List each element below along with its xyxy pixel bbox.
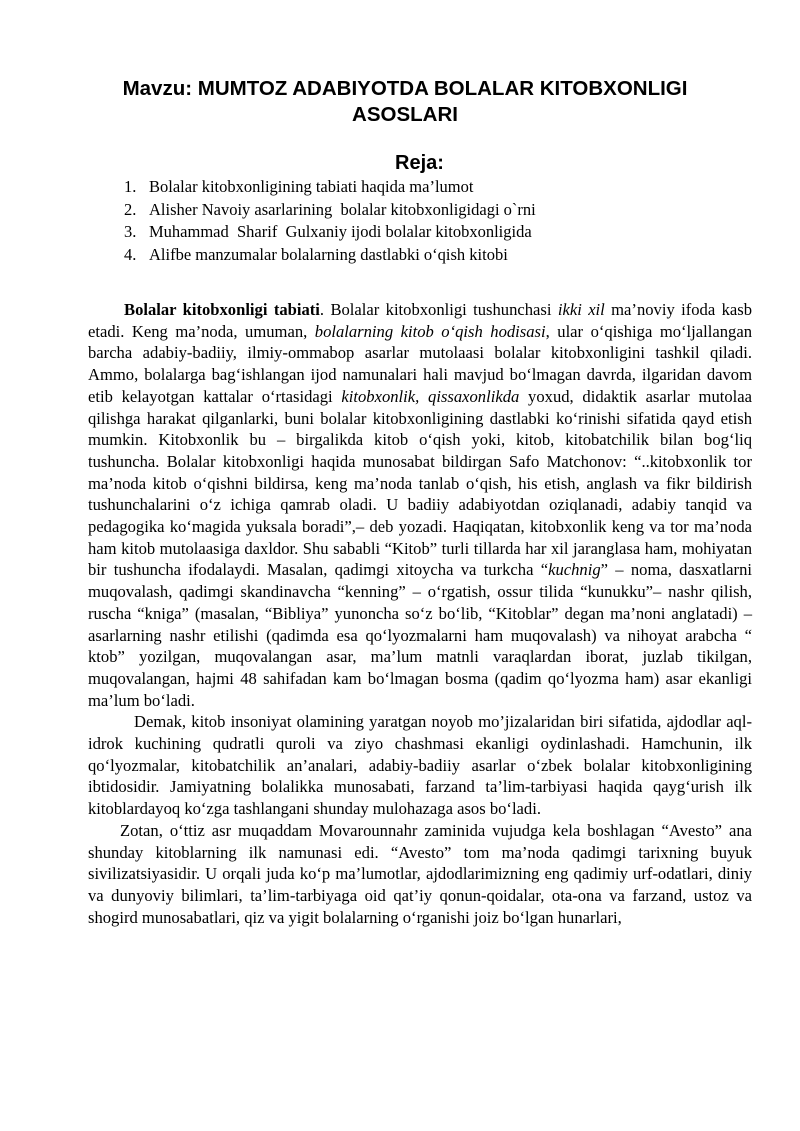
- paragraph-text: . Bolalar kitobxonligi tushunchasi: [319, 300, 558, 319]
- paragraph-text: yoxud, didaktik asarlar mutolaa qilishga harakat qilganlarki, buni bolalar kitobxonligining dastlabki ko‘rinishi sifatida qayd etish mumkin. Kitobxonlik bu – birgalikda kitob o‘qish yoki, kitob, kitobatchilik bilan bog‘liq tushuncha. Bolalar kitobxonligi haqida munosabat bildirgan Safo Matchonov: “..kitobxonlik tor ma’noda kitob o‘qishni bildirsa, keng ma’noda tanlab o‘qish, his etish, anglash va fikr bildirish tushunchalarini o‘z ichiga qamrab oladi. U badiiy adabiyotdan oziqlanadi, adabiy tanqid va pedagogika ko‘magida yuksala boradi”,– deb yozadi. Haqiqatan, kitobxonlik keng va tor ma’noda ham kitob mutolaasiga daxldor. Shu sababli “Kitob” turli tillarda har xil jaranglasa ham, mohiyatan bir tushuncha ifodalaydi. Masalan, qadimgi xitoycha va turkcha “: [88, 386, 752, 580]
- emphasis-text: kitobxonlik, qissaxonlikda: [341, 386, 520, 406]
- emphasis-text: bolalarning kitob o‘qish hodisasi: [314, 321, 546, 341]
- plan-item-number: 2.: [124, 199, 137, 219]
- paragraph-3: Zotan, o‘ttiz asr muqaddam Movarounnahr zaminida vujudga kela boshlagan “Avesto” ana shunday kitoblarning ilk namunasi edi. “Avesto” tom ma’noda qadimgi tarixning buyuk sivilizatsiyasidir. U orqali juda ko‘p ma’lumotlar, ajdodlarimizning eng qadimiy urf-odatlari, diniy va dunyoviy bilimlari, ta’lim-tarbiyaga oid qat’iy qonun-qoidalar, ota-ona va farzand, ustoz va shogird munosabatlari, qiz va yigit bolalarning o‘rganishi joiz bo‘lgan hunarlari,: [88, 820, 752, 927]
- plan-item: [124, 244, 536, 267]
- plan-item-number: 4.: [124, 244, 137, 264]
- plan-item-text: Alisher Navoiy asarlarining bolalar kitobxonligidagi o`rni: [149, 199, 536, 219]
- plan-item-text: Bolalar kitobxonligining tabiati haqida ma’lumot: [149, 177, 474, 196]
- paragraph-2: Demak, kitob insoniyat olamining yaratgan noyob mo’jizalaridan biri sifatida, ajdodlar aql-idrok kuchining qudratli quroli va ziyo chashmasi ekanligi oydinlashadi. Hamchunin, ilk qo‘lyozmalar, kitobatchilik an’analari, adabiy-badiiy asarlar o‘zbek bolalar kitobxonligining ibtidosidir. Jamiyatning bolalikka munosabati, farzand ta’lim-tarbiyasi haqida qayg‘urish ilk kitoblardayoq ko‘zga tashlangani shunday mulohazaga asos bo‘ladi.: [88, 712, 752, 819]
- document-title: [80, 76, 730, 128]
- plan-item-number: 1.: [124, 177, 137, 196]
- paragraph-1: [88, 299, 752, 711]
- title-line-2: ASOSLARI: [352, 103, 458, 126]
- title-line-1: Mavzu: MUMTOZ ADABIYOTDA BOLALAR KITOBXONLIGI: [122, 77, 688, 100]
- plan-item: [124, 199, 536, 222]
- emphasis-text: ikki xil: [557, 300, 605, 319]
- plan-item-text: Alifbe manzumalar bolalarning dastlabki o‘qish kitobi: [149, 244, 508, 264]
- document-body: [88, 299, 752, 928]
- paragraph-text: , ular o‘qishiga mo‘ljallangan barcha adabiy-badiiy, ilmiy-ommabop asarlar mutolaasi bolalar kitobxonligini tashkil qiladi. Ammo, bolalarga bag‘ishlangan ijod namunalari hali mavjud bo‘lmagan davrda, ilgaridan davom etib kelayotgan kattalar o‘rtasidagi: [88, 321, 752, 406]
- plan-list: [124, 176, 536, 266]
- plan-item: [124, 176, 536, 199]
- paragraph-text: ma’noviy ifoda kasb etadi. Keng ma’noda, umuman,: [88, 300, 752, 341]
- emphasis-text: kuchnig: [548, 560, 601, 580]
- plan-item-number: 3.: [124, 222, 137, 241]
- paragraph-text: ” – noma, dasxatlarni muqovalash, qadimgi skandinavcha “kenning” – o‘rgatish, ossur tilida “kunukku”– nashr qilish, ruscha “kniga” (masalan, “Bibliya” yunoncha so‘z bo‘lib, “Kitoblar” degan ma’noni anglatadi) – asarlarning nashr etilishi (qadimda esa qo‘lyozmalarni ham muqovalash) va nihoyat arabcha “ ktob” yozilgan, muqovalangan asar, ma’lum matnli varaqlardan iborat, juzlab tikilgan, muqovalangan, hajmi 48 sahifadan kam bo‘lmagan bosma (qadim qo‘lyozma ham) asar ekanligi ma’lum bo‘ladi.: [88, 560, 752, 710]
- plan-item: [124, 221, 536, 244]
- plan-item-text: Muhammad Sharif Gulxaniy ijodi bolalar kitobxonligida: [149, 222, 532, 241]
- section-lead: Bolalar kitobxonligi tabiati: [124, 300, 320, 319]
- plan-heading: Reja:: [395, 152, 444, 174]
